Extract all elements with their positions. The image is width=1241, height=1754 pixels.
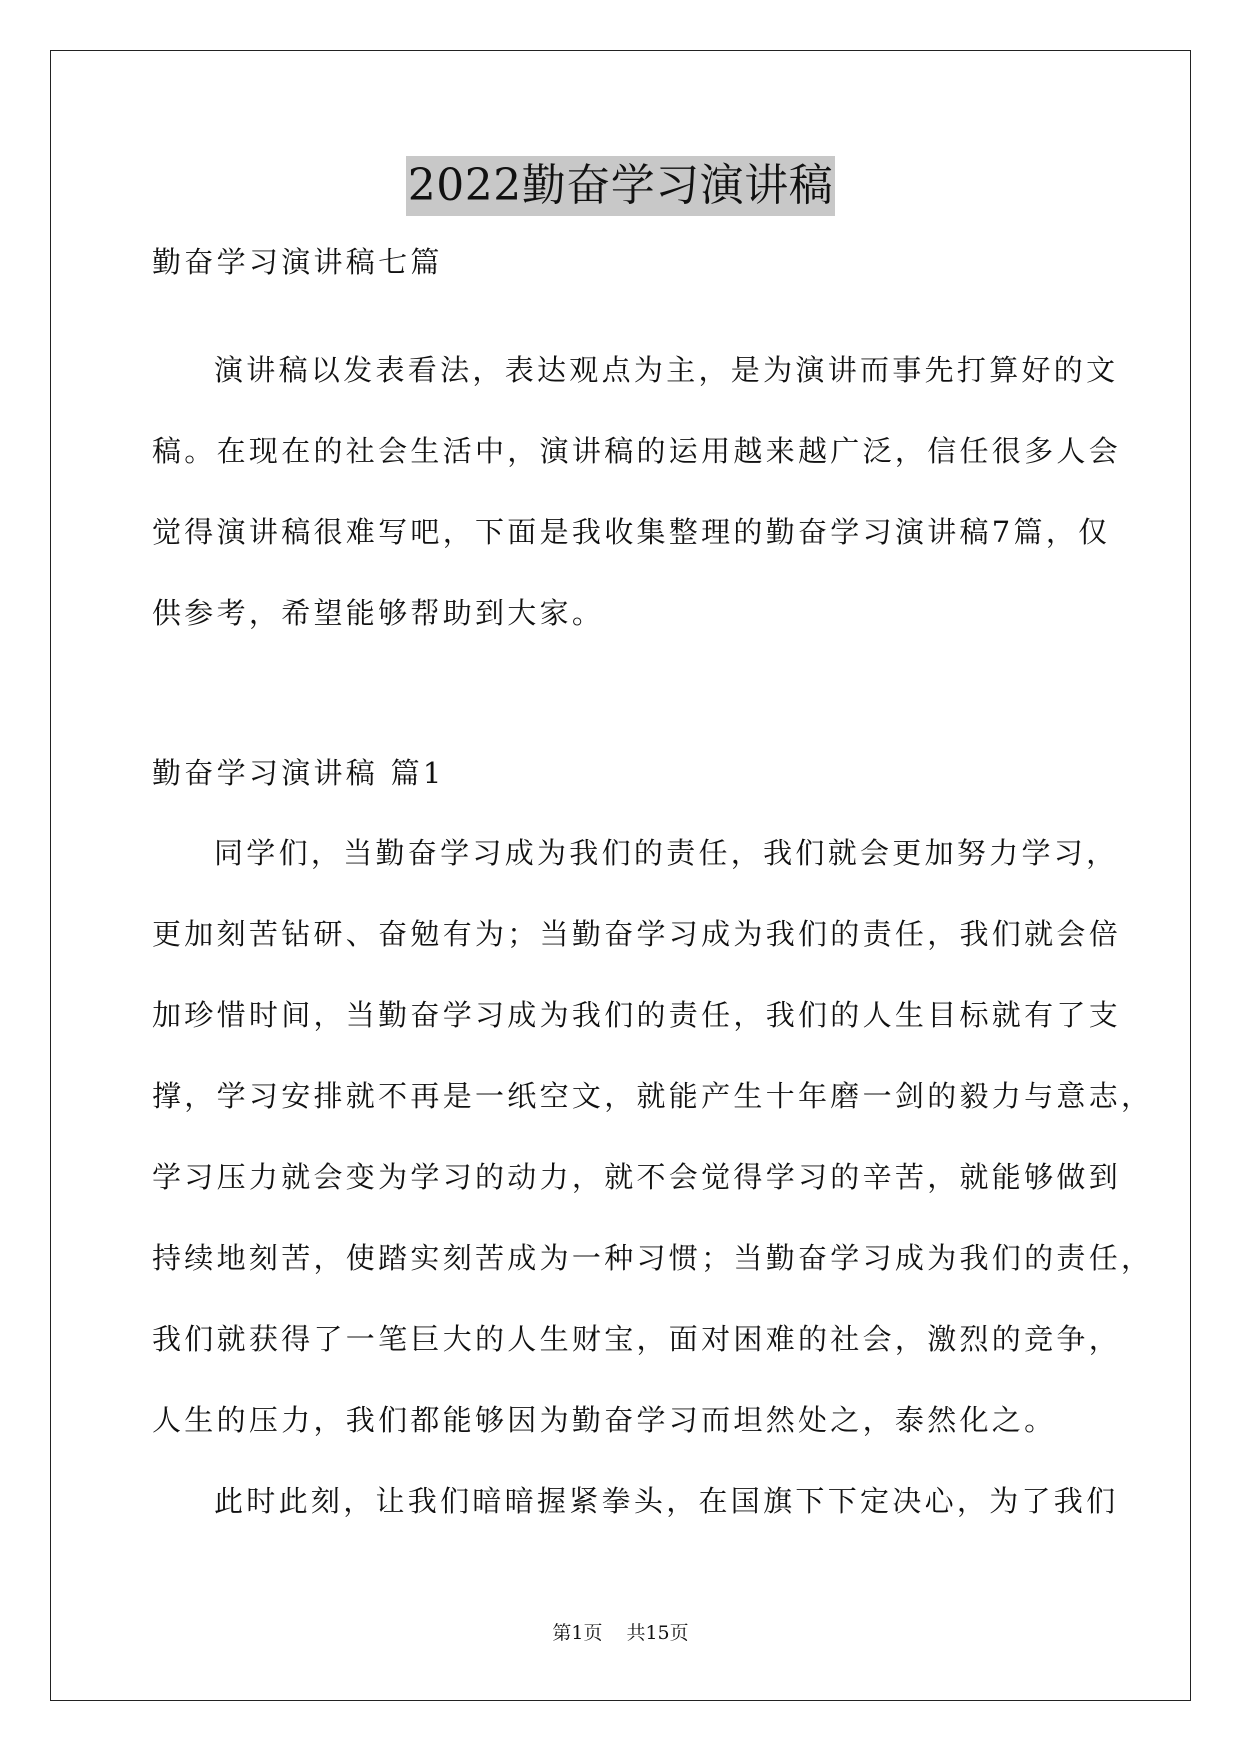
body-paragraph-line: 加珍惜时间，当勤奋学习成为我们的责任，我们的人生目标就有了支: [152, 998, 1122, 1032]
section-heading: 勤奋学习演讲稿 篇1: [152, 756, 445, 790]
intro-paragraph-line: 供参考，希望能够帮助到大家。: [152, 596, 605, 630]
body-paragraph-line: 持续地刻苦，使踏实刻苦成为一种习惯；当勤奋学习成为我们的责任，: [152, 1241, 1154, 1275]
document-title: 2022勤奋学习演讲稿: [406, 156, 835, 216]
page-number: 第1页: [552, 1622, 603, 1644]
body-paragraph-line: 同学们，当勤奋学习成为我们的责任，我们就会更加努力学习，: [214, 836, 1119, 870]
body-paragraph-line: 此时此刻，让我们暗暗握紧拳头，在国旗下下定决心，为了我们: [214, 1484, 1119, 1518]
body-paragraph-line: 更加刻苦钻研、奋勉有为；当勤奋学习成为我们的责任，我们就会倍: [152, 917, 1122, 951]
intro-paragraph-line: 觉得演讲稿很难写吧，下面是我收集整理的勤奋学习演讲稿7篇，仅: [152, 515, 1111, 549]
intro-paragraph-line: 演讲稿以发表看法，表达观点为主，是为演讲而事先打算好的文: [214, 353, 1119, 387]
body-paragraph-line: 人生的压力，我们都能够因为勤奋学习而坦然处之，泰然化之。: [152, 1403, 1057, 1437]
page-border: [50, 50, 1191, 1701]
intro-paragraph-line: 稿。在现在的社会生活中，演讲稿的运用越来越广泛，信任很多人会: [152, 434, 1122, 468]
body-paragraph-line: 我们就获得了一笔巨大的人生财宝，面对困难的社会，激烈的竞争，: [152, 1322, 1122, 1356]
body-paragraph-line: 学习压力就会变为学习的动力，就不会觉得学习的辛苦，就能够做到: [152, 1160, 1122, 1194]
page-footer: [0, 1620, 1241, 1646]
title-container: [0, 156, 1241, 216]
document-subtitle: 勤奋学习演讲稿七篇: [152, 245, 443, 279]
body-paragraph-line: 撑，学习安排就不再是一纸空文，就能产生十年磨一剑的毅力与意志，: [152, 1079, 1154, 1113]
page-total: 共15页: [626, 1622, 689, 1644]
